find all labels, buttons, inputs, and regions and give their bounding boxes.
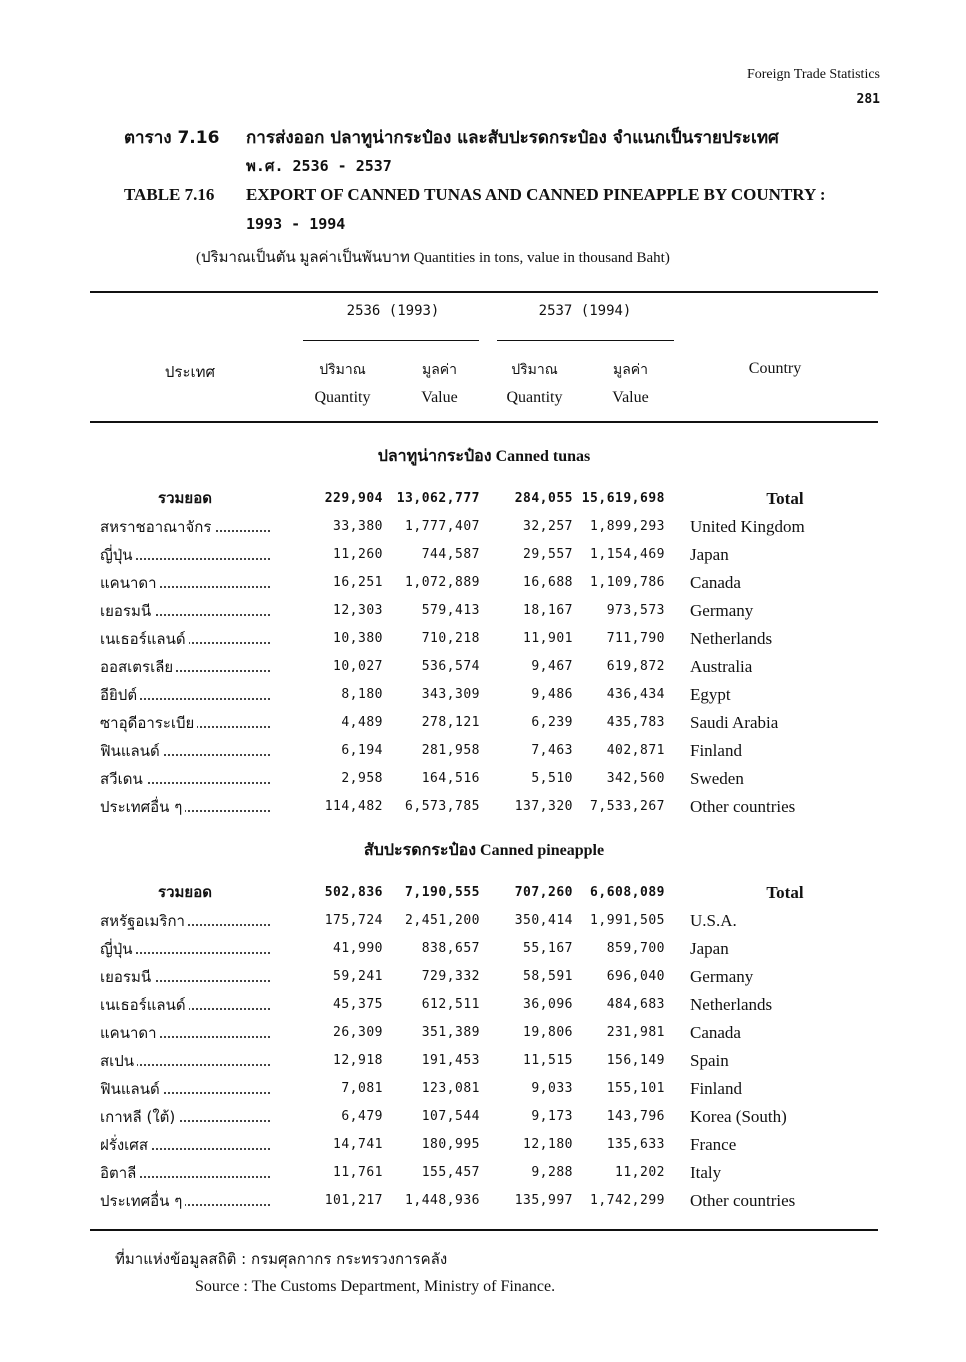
country-name-th: รวมยอด bbox=[158, 491, 212, 507]
table-row bbox=[90, 1159, 878, 1187]
country-name-th-label: สหรัฐอเมริกา bbox=[100, 912, 188, 930]
value-1994-cell: 143,796 bbox=[606, 1109, 665, 1124]
value-1994-cell: 711,790 bbox=[606, 631, 665, 646]
country-name-th-label: ฝรั่งเศส bbox=[100, 1136, 151, 1154]
canned-tunas-table bbox=[90, 485, 878, 821]
year-1994-underline bbox=[497, 340, 674, 341]
quantity-1993-cell: 7,081 bbox=[341, 1081, 383, 1096]
country-name-th-label: อียิปต์ bbox=[100, 686, 140, 704]
country-name-th bbox=[100, 625, 270, 653]
quantity-header-1993 bbox=[300, 356, 385, 412]
country-name-th-label: สวีเดน bbox=[100, 770, 146, 788]
country-name-en: Other countries bbox=[690, 797, 796, 816]
country-name-th bbox=[100, 1187, 270, 1215]
country-name-th-label: สเปน bbox=[100, 1052, 137, 1070]
country-name-th-label: ญี่ปุ่น bbox=[100, 546, 136, 564]
value-1994-cell: 1,109,786 bbox=[590, 575, 665, 590]
value-1994-cell: 859,700 bbox=[606, 941, 665, 956]
quantity-label-en: Quantity bbox=[314, 389, 371, 406]
value-1994-cell: 435,783 bbox=[606, 715, 665, 730]
source-note-en: Source : The Customs Department, Ministry of Finance. bbox=[195, 1278, 556, 1295]
country-name-th bbox=[100, 907, 270, 935]
table-row bbox=[90, 963, 878, 991]
quantity-1994-cell: 9,033 bbox=[531, 1081, 573, 1096]
quantity-1993-cell: 4,489 bbox=[341, 715, 383, 730]
country-name-th-label: เยอรมนี bbox=[100, 968, 154, 986]
value-header-1993 bbox=[397, 356, 482, 412]
value-1993-cell: 107,544 bbox=[421, 1109, 480, 1124]
quantity-1993-cell: 502,836 bbox=[324, 885, 383, 900]
value-1994-cell: 135,633 bbox=[606, 1137, 665, 1152]
quantity-1993-cell: 229,904 bbox=[324, 491, 383, 506]
table-row bbox=[90, 1047, 878, 1075]
table-row bbox=[90, 935, 878, 963]
country-name-en: Japan bbox=[690, 939, 729, 958]
value-1994-cell: 231,981 bbox=[606, 1025, 665, 1040]
country-name-en: Total bbox=[766, 489, 804, 508]
quantity-1994-cell: 58,591 bbox=[523, 969, 573, 984]
quantity-1993-cell: 175,724 bbox=[324, 913, 383, 928]
quantity-1993-cell: 59,241 bbox=[333, 969, 383, 984]
country-name-th-label: อิตาลี bbox=[100, 1164, 139, 1182]
country-name-en: Canada bbox=[690, 1023, 741, 1042]
country-name-th-label: ประเทศอื่น ๆ bbox=[100, 1192, 185, 1210]
quantity-1993-cell: 33,380 bbox=[333, 519, 383, 534]
country-name-en: Australia bbox=[690, 657, 753, 676]
value-1994-cell: 342,560 bbox=[606, 771, 665, 786]
caption-en-label: TABLE 7.16 bbox=[124, 185, 215, 204]
caption-th-label: ตาราง 7.16 bbox=[124, 128, 220, 148]
country-name-th bbox=[100, 541, 270, 569]
country-name-th bbox=[100, 1019, 270, 1047]
value-1993-cell: 612,511 bbox=[421, 997, 480, 1012]
country-header-th: ประเทศ bbox=[164, 363, 216, 381]
value-label-th: มูลค่า bbox=[421, 362, 458, 378]
country-name-en: Germany bbox=[690, 601, 754, 620]
value-1993-cell: 2,451,200 bbox=[405, 913, 480, 928]
country-name-en: Canada bbox=[690, 573, 741, 592]
value-1993-cell: 729,332 bbox=[421, 969, 480, 984]
table-row bbox=[90, 569, 878, 597]
value-label-th: มูลค่า bbox=[612, 362, 649, 378]
value-1994-cell: 1,742,299 bbox=[590, 1193, 665, 1208]
quantity-1993-cell: 12,303 bbox=[333, 603, 383, 618]
value-1993-cell: 744,587 bbox=[421, 547, 480, 562]
quantity-header-1994 bbox=[492, 356, 577, 412]
value-1993-cell: 838,657 bbox=[421, 941, 480, 956]
value-1993-cell: 343,309 bbox=[421, 687, 480, 702]
country-name-en: Korea (South) bbox=[690, 1107, 787, 1126]
table-row bbox=[90, 1187, 878, 1215]
value-1993-cell: 1,072,889 bbox=[405, 575, 480, 590]
country-name-th-label: ฟินแลนด์ bbox=[100, 1080, 163, 1098]
value-1993-cell: 180,995 bbox=[421, 1137, 480, 1152]
country-name-th: รวมยอด bbox=[158, 885, 212, 901]
table-row bbox=[90, 1103, 878, 1131]
table-row bbox=[90, 1075, 878, 1103]
quantity-1994-cell: 32,257 bbox=[523, 519, 573, 534]
quantity-label-th: ปริมาณ bbox=[319, 362, 366, 378]
country-name-en: Total bbox=[766, 883, 804, 902]
quantity-label-th: ปริมาณ bbox=[511, 362, 558, 378]
quantity-1994-cell: 135,997 bbox=[514, 1193, 573, 1208]
value-1993-cell: 710,218 bbox=[421, 631, 480, 646]
country-name-th-label: ญี่ปุ่น bbox=[100, 940, 136, 958]
quantity-1993-cell: 6,194 bbox=[341, 743, 383, 758]
country-name-th bbox=[100, 653, 270, 681]
country-name-en: Saudi Arabia bbox=[690, 713, 779, 732]
table-row bbox=[90, 541, 878, 569]
source-note-th: ที่มาแห่งข้อมูลสถิติ : กรมศุลกากร กระทรวงการคลัง bbox=[115, 1250, 448, 1268]
table-row bbox=[90, 765, 878, 793]
country-name-en: Netherlands bbox=[690, 629, 773, 648]
table-total-row bbox=[90, 485, 878, 513]
quantity-1994-cell: 7,463 bbox=[531, 743, 573, 758]
value-1994-cell: 484,683 bbox=[606, 997, 665, 1012]
value-1994-cell: 436,434 bbox=[606, 687, 665, 702]
canned-pineapple-table bbox=[90, 879, 878, 1215]
country-name-th bbox=[100, 709, 270, 737]
country-name-th bbox=[100, 991, 270, 1019]
quantity-1993-cell: 12,918 bbox=[333, 1053, 383, 1068]
table-row bbox=[90, 513, 878, 541]
value-1994-cell: 619,872 bbox=[606, 659, 665, 674]
country-name-th-label: เนเธอร์แลนด์ bbox=[100, 996, 189, 1014]
quantity-1993-cell: 16,251 bbox=[333, 575, 383, 590]
quantity-1994-cell: 11,515 bbox=[523, 1053, 573, 1068]
country-name-th bbox=[100, 1103, 270, 1131]
country-name-th bbox=[100, 935, 270, 963]
country-header-en: Country bbox=[748, 360, 802, 377]
country-name-en: Sweden bbox=[690, 769, 744, 788]
table-row bbox=[90, 625, 878, 653]
country-name-en: Japan bbox=[690, 545, 729, 564]
value-header-1994 bbox=[588, 356, 673, 412]
value-1994-cell: 402,871 bbox=[606, 743, 665, 758]
country-name-en: Italy bbox=[690, 1163, 722, 1182]
year-1994-header: 2537 (1994) bbox=[538, 303, 632, 319]
country-name-en: U.S.A. bbox=[690, 911, 737, 930]
quantity-1994-cell: 29,557 bbox=[523, 547, 573, 562]
section-title-canned-pineapple: สับปะรดกระป๋อง Canned pineapple bbox=[363, 842, 605, 859]
quantity-1993-cell: 10,380 bbox=[333, 631, 383, 646]
table-total-row bbox=[90, 879, 878, 907]
table-row bbox=[90, 991, 878, 1019]
value-label-en: Value bbox=[612, 389, 649, 406]
quantity-1994-cell: 12,180 bbox=[523, 1137, 573, 1152]
year-1993-header: 2536 (1993) bbox=[346, 303, 440, 319]
country-name-en: France bbox=[690, 1135, 737, 1154]
quantity-1993-cell: 11,761 bbox=[333, 1165, 383, 1180]
value-1993-cell: 13,062,777 bbox=[396, 491, 480, 506]
table-header-bottom-rule bbox=[90, 421, 878, 423]
table-row bbox=[90, 1019, 878, 1047]
quantity-1994-cell: 9,173 bbox=[531, 1109, 573, 1124]
country-name-th-label: ซาอุดีอาระเบีย bbox=[100, 714, 197, 732]
caption-th-text: การส่งออก ปลาทูน่ากระป๋อง และสับปะรดกระป๋อง จำแนกเป็นรายประเทศ bbox=[246, 128, 779, 148]
country-name-th bbox=[100, 1159, 270, 1187]
quantity-1993-cell: 6,479 bbox=[341, 1109, 383, 1124]
quantity-1994-cell: 284,055 bbox=[514, 491, 573, 506]
page-number: 281 bbox=[856, 92, 880, 107]
running-header: Foreign Trade Statistics bbox=[746, 67, 880, 82]
quantity-1994-cell: 9,288 bbox=[531, 1165, 573, 1180]
value-1994-cell: 15,619,698 bbox=[581, 491, 665, 506]
table-bottom-rule bbox=[90, 1229, 878, 1231]
country-name-th-label: เนเธอร์แลนด์ bbox=[100, 630, 189, 648]
table-row bbox=[90, 907, 878, 935]
section-title-canned-tunas: ปลาทูน่ากระป๋อง Canned tunas bbox=[377, 448, 591, 465]
value-1993-cell: 123,081 bbox=[421, 1081, 480, 1096]
quantity-1993-cell: 14,741 bbox=[333, 1137, 383, 1152]
quantity-1994-cell: 6,239 bbox=[531, 715, 573, 730]
quantity-1994-cell: 350,414 bbox=[514, 913, 573, 928]
value-1994-cell: 696,040 bbox=[606, 969, 665, 984]
country-name-th bbox=[100, 793, 270, 821]
country-name-th bbox=[100, 1131, 270, 1159]
country-name-en: Netherlands bbox=[690, 995, 773, 1014]
quantity-label-en: Quantity bbox=[506, 389, 563, 406]
country-name-th-label: แคนาดา bbox=[100, 574, 160, 592]
country-name-th-label: เยอรมนี bbox=[100, 602, 154, 620]
year-1993-underline bbox=[303, 340, 479, 341]
country-name-th bbox=[100, 1047, 270, 1075]
quantity-1993-cell: 8,180 bbox=[341, 687, 383, 702]
table-row bbox=[90, 653, 878, 681]
table-row bbox=[90, 681, 878, 709]
quantity-1994-cell: 9,486 bbox=[531, 687, 573, 702]
country-name-th bbox=[100, 963, 270, 991]
caption-en-text: EXPORT OF CANNED TUNAS AND CANNED PINEAPPLE BY COUNTRY : bbox=[246, 185, 826, 204]
quantity-1994-cell: 137,320 bbox=[514, 799, 573, 814]
quantity-1993-cell: 45,375 bbox=[333, 997, 383, 1012]
quantity-1993-cell: 41,990 bbox=[333, 941, 383, 956]
value-1993-cell: 579,413 bbox=[421, 603, 480, 618]
country-name-th bbox=[100, 765, 270, 793]
table-row bbox=[90, 709, 878, 737]
country-name-th bbox=[100, 1075, 270, 1103]
country-name-en: United Kingdom bbox=[690, 517, 805, 536]
quantity-1994-cell: 19,806 bbox=[523, 1025, 573, 1040]
country-name-th-label: เกาหลี (ใต้) bbox=[100, 1108, 178, 1126]
country-name-en: Spain bbox=[690, 1051, 729, 1070]
country-name-th bbox=[100, 597, 270, 625]
value-1993-cell: 155,457 bbox=[421, 1165, 480, 1180]
table-top-rule bbox=[90, 291, 878, 293]
table-row bbox=[90, 597, 878, 625]
value-1993-cell: 281,958 bbox=[421, 743, 480, 758]
quantity-1993-cell: 2,958 bbox=[341, 771, 383, 786]
value-1993-cell: 7,190,555 bbox=[405, 885, 480, 900]
quantity-1993-cell: 10,027 bbox=[333, 659, 383, 674]
country-name-en: Germany bbox=[690, 967, 754, 986]
quantity-1993-cell: 11,260 bbox=[333, 547, 383, 562]
country-name-th bbox=[100, 737, 270, 765]
table-row bbox=[90, 1131, 878, 1159]
quantity-1994-cell: 707,260 bbox=[514, 885, 573, 900]
value-1993-cell: 6,573,785 bbox=[405, 799, 480, 814]
country-name-th bbox=[100, 569, 270, 597]
country-name-en: Other countries bbox=[690, 1191, 796, 1210]
value-1994-cell: 1,991,505 bbox=[590, 913, 665, 928]
country-name-th-label: แคนาดา bbox=[100, 1024, 160, 1042]
quantity-1994-cell: 36,096 bbox=[523, 997, 573, 1012]
value-1994-cell: 1,154,469 bbox=[590, 547, 665, 562]
country-name-th bbox=[100, 513, 270, 541]
country-name-en: Egypt bbox=[690, 685, 731, 704]
caption-en-years: 1993 - 1994 bbox=[246, 215, 346, 233]
quantity-1994-cell: 9,467 bbox=[531, 659, 573, 674]
country-name-en: Finland bbox=[690, 741, 742, 760]
country-name-th-label: ประเทศอื่น ๆ bbox=[100, 798, 185, 816]
quantity-1993-cell: 114,482 bbox=[324, 799, 383, 814]
value-1993-cell: 164,516 bbox=[421, 771, 480, 786]
table-row bbox=[90, 793, 878, 821]
country-name-en: Finland bbox=[690, 1079, 742, 1098]
quantity-1994-cell: 18,167 bbox=[523, 603, 573, 618]
value-1993-cell: 536,574 bbox=[421, 659, 480, 674]
country-name-th-label: ออสเตรเลีย bbox=[100, 658, 176, 676]
value-1994-cell: 156,149 bbox=[606, 1053, 665, 1068]
value-1994-cell: 1,899,293 bbox=[590, 519, 665, 534]
value-1993-cell: 278,121 bbox=[421, 715, 480, 730]
quantity-1994-cell: 5,510 bbox=[531, 771, 573, 786]
value-1993-cell: 351,389 bbox=[421, 1025, 480, 1040]
caption-th-years: พ.ศ. 2536 - 2537 bbox=[246, 157, 392, 175]
country-name-th-label: สหราชอาณาจักร bbox=[100, 518, 214, 536]
value-1994-cell: 973,573 bbox=[606, 603, 665, 618]
value-1993-cell: 191,453 bbox=[421, 1053, 480, 1068]
value-1994-cell: 6,608,089 bbox=[590, 885, 665, 900]
quantity-1994-cell: 11,901 bbox=[523, 631, 573, 646]
value-1994-cell: 7,533,267 bbox=[590, 799, 665, 814]
country-name-th-label: ฟินแลนด์ bbox=[100, 742, 163, 760]
units-note: (ปริมาณเป็นตัน มูลค่าเป็นพันบาท Quantities in tons, value in thousand Baht) bbox=[196, 250, 670, 266]
value-1993-cell: 1,448,936 bbox=[405, 1193, 480, 1208]
value-1994-cell: 11,202 bbox=[615, 1165, 665, 1180]
quantity-1993-cell: 101,217 bbox=[324, 1193, 383, 1208]
value-1994-cell: 155,101 bbox=[606, 1081, 665, 1096]
quantity-1993-cell: 26,309 bbox=[333, 1025, 383, 1040]
country-name-th bbox=[100, 681, 270, 709]
value-label-en: Value bbox=[421, 389, 458, 406]
quantity-1994-cell: 16,688 bbox=[523, 575, 573, 590]
quantity-1994-cell: 55,167 bbox=[523, 941, 573, 956]
value-1993-cell: 1,777,407 bbox=[405, 519, 480, 534]
table-row bbox=[90, 737, 878, 765]
